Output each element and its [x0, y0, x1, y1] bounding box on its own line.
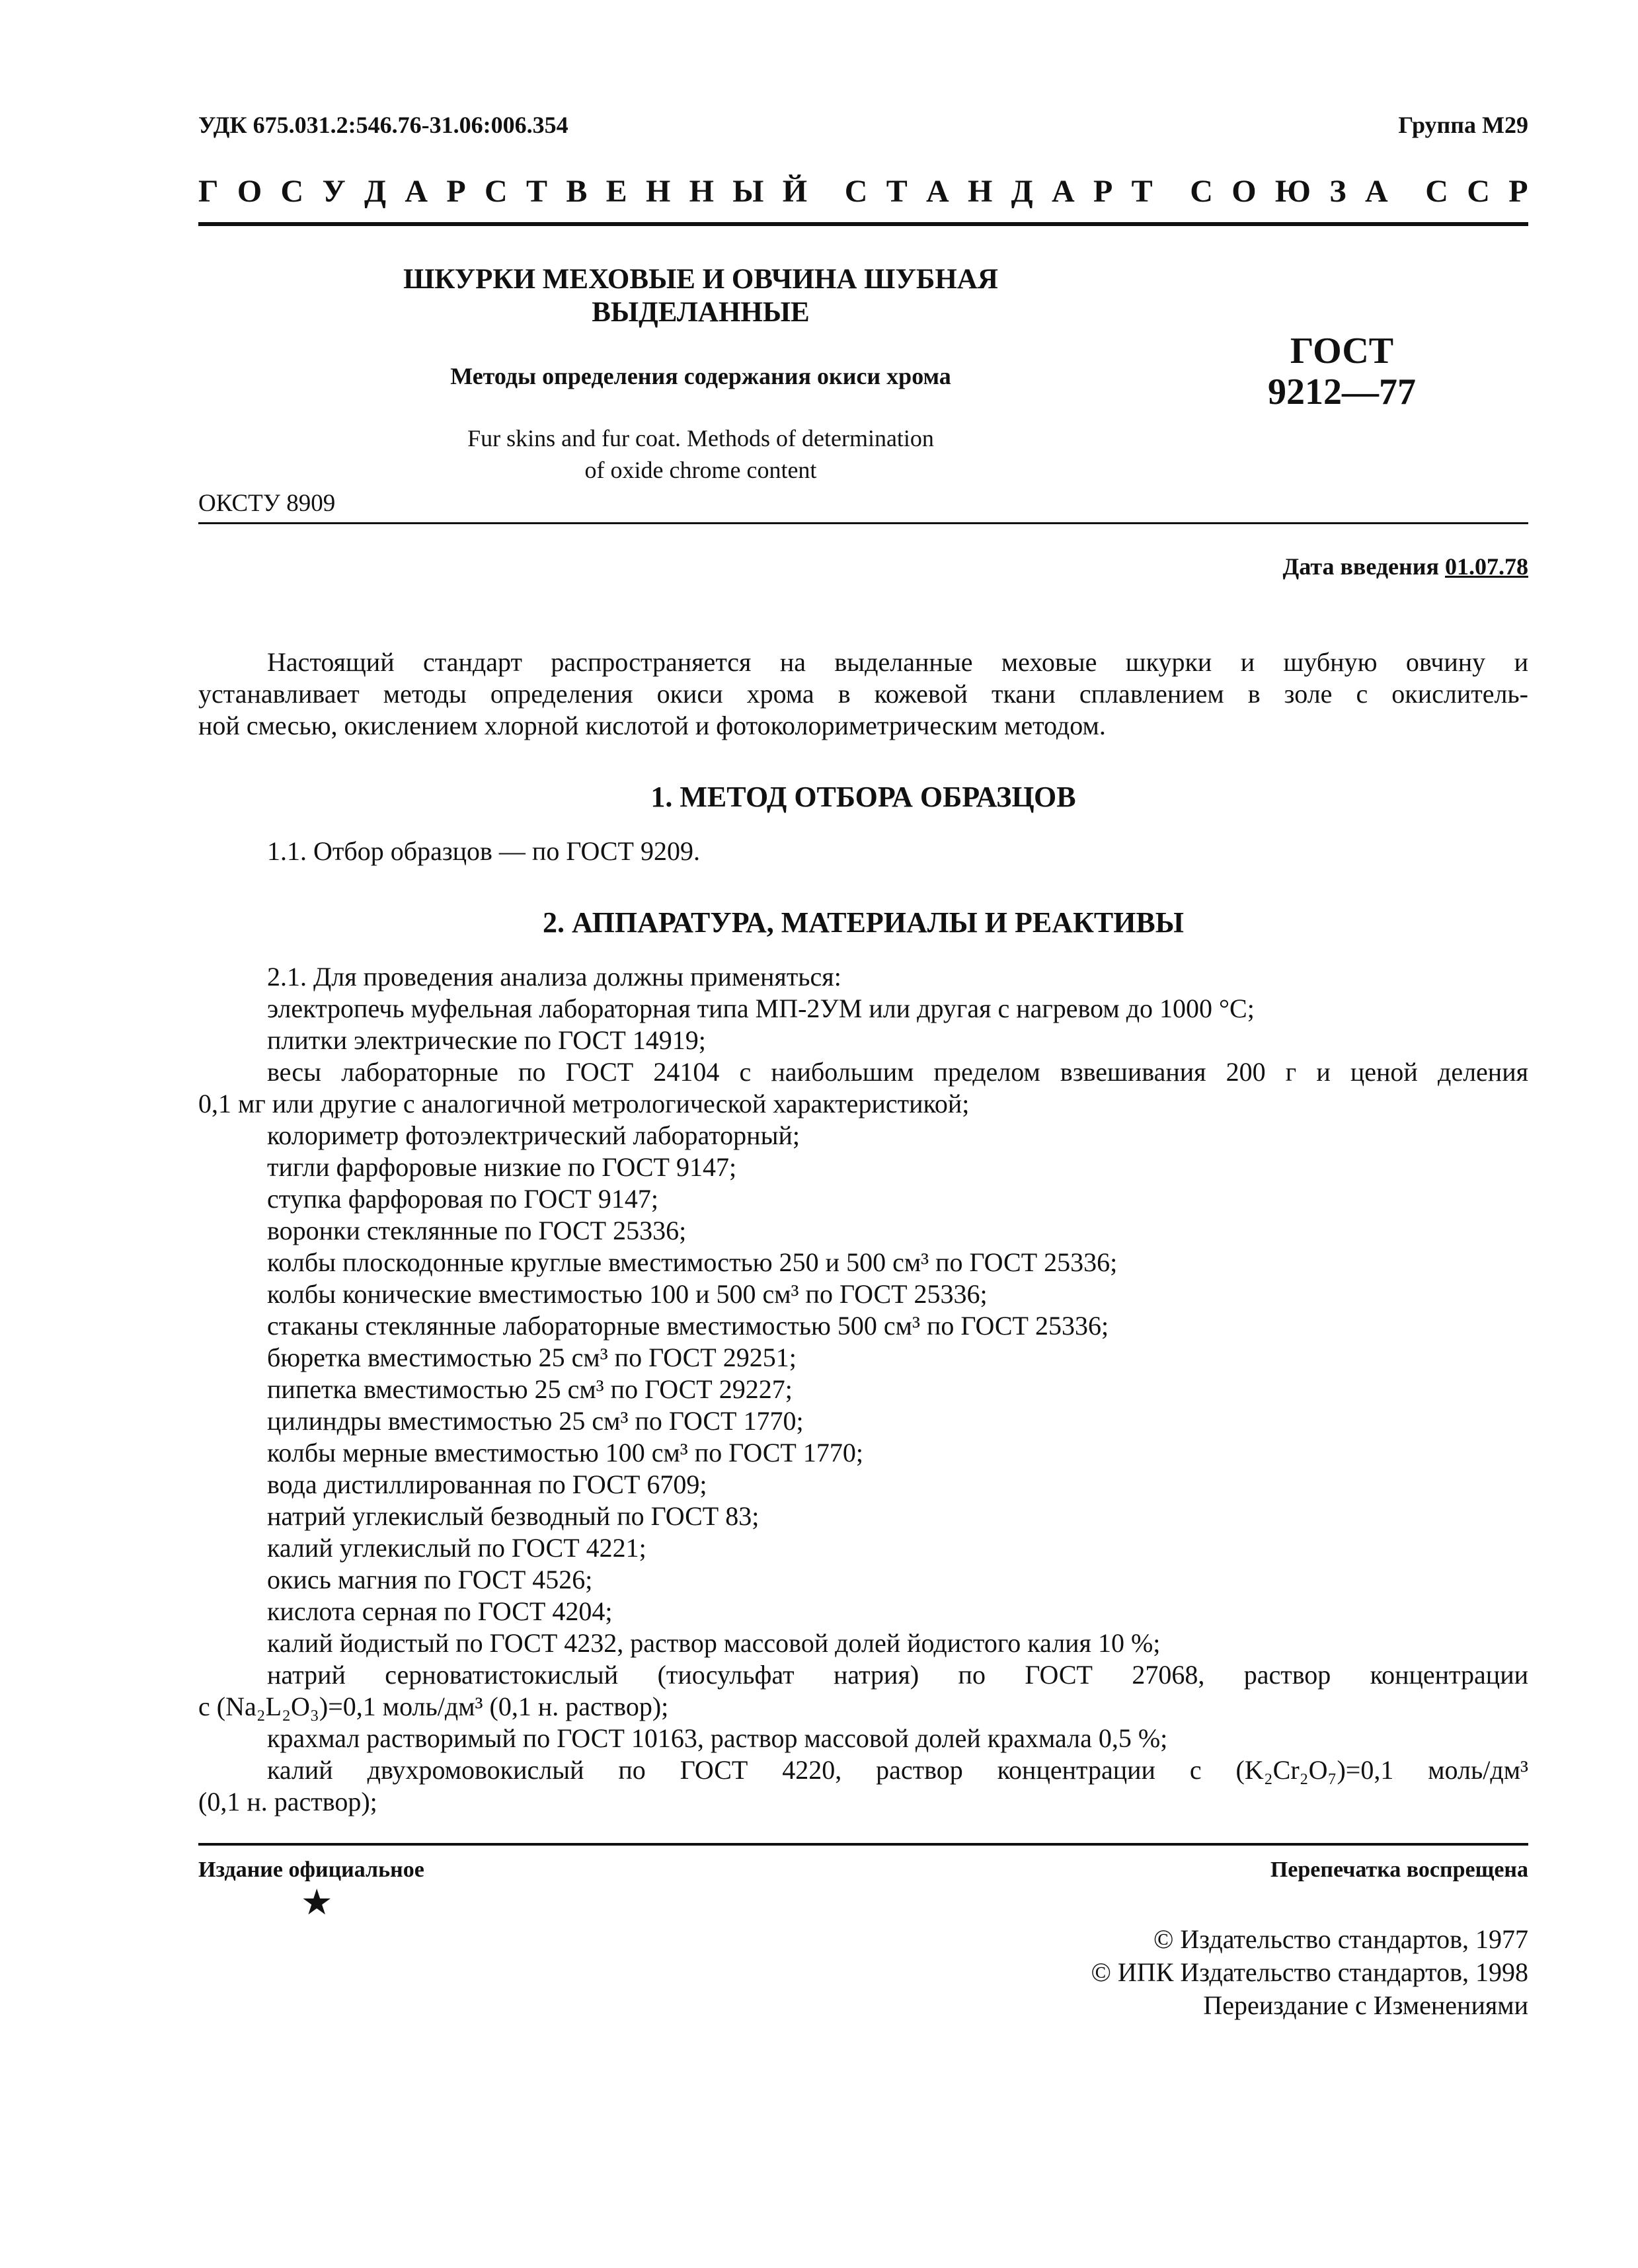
section1-heading: 1. МЕТОД ОТБОРА ОБРАЗЦОВ	[650, 781, 1076, 813]
document-title-line2: ВЫДЕЛАННЫЕ	[592, 297, 810, 328]
title-rule	[198, 522, 1528, 524]
equipment-item: калий двухромовокислый по ГОСТ 4220, раствор концентрации с (K₂Cr₂O₇)=0,1 моль/дм³	[267, 1755, 1528, 1785]
equipment-item: 0,1 мг или другие с аналогичной метрологической характеристикой;	[198, 1089, 970, 1118]
section2-heading: 2. АППАРАТУРА, МАТЕРИАЛЫ И РЕАКТИВЫ	[543, 906, 1184, 939]
banner-letter: С	[1425, 174, 1448, 209]
banner-letter: Н	[645, 174, 671, 209]
banner-letter: Р	[1508, 174, 1528, 209]
banner-letter: С	[844, 174, 868, 209]
equipment-item: электропечь муфельная лабораторная типа МП-2УМ или другая с нагревом до 1000 °С;	[267, 994, 1255, 1023]
equipment-item: колбы мерные вместимостью 100 см³ по ГОСТ 1770;	[267, 1438, 863, 1467]
banner-letter: А	[926, 174, 949, 209]
banner-letter: Д	[1011, 174, 1033, 209]
reissue-note: Переиздание с Изменениями	[1203, 1990, 1528, 2020]
banner-letter: Т	[1131, 174, 1153, 209]
equipment-item: ступка фарфоровая по ГОСТ 9147;	[267, 1184, 658, 1214]
equipment-item: колориметр фотоэлектрический лабораторный;	[267, 1120, 800, 1150]
english-title-line2: of oxide chrome content	[584, 457, 817, 483]
date-label: Дата введения	[1282, 553, 1439, 580]
equipment-item: плитки электрические по ГОСТ 14919;	[267, 1025, 706, 1055]
equipment-item: вода дистиллированная по ГОСТ 6709;	[267, 1469, 707, 1499]
banner-letter: А	[1364, 174, 1388, 209]
star-icon: ★	[301, 1883, 333, 1922]
equipment-item: натрий серноватистокислый (тиосульфат натрия) по ГОСТ 27068, раствор концентрации	[267, 1660, 1528, 1690]
banner-letter: Н	[689, 174, 714, 209]
equipment-item: тигли фарфоровые низкие по ГОСТ 9147;	[267, 1152, 737, 1182]
equipment-item: кислота серная по ГОСТ 4204;	[267, 1596, 613, 1626]
banner-letter: Т	[886, 174, 908, 209]
banner-letter: Г	[198, 174, 219, 209]
equipment-item: натрий углекислый безводный по ГОСТ 83;	[267, 1501, 760, 1531]
copyright-1998: © ИПК Издательство стандартов, 1998	[1091, 1957, 1528, 1987]
equipment-item: крахмал растворимый по ГОСТ 10163, раствор массовой долей крахмала 0,5 %;	[267, 1723, 1168, 1753]
banner-letter: А	[405, 174, 428, 209]
banner-letter: Т	[526, 174, 548, 209]
banner-letter: Н	[968, 174, 993, 209]
gost-number: 9212—77	[1268, 371, 1416, 412]
equipment-item: бюретка вместимостью 25 см³ по ГОСТ 29251;	[267, 1343, 797, 1372]
official-edition: Издание официальное	[198, 1857, 424, 1882]
banner-letter: У	[322, 174, 346, 209]
banner-letter: Д	[364, 174, 387, 209]
equipment-item: цилиндры вместимостью 25 см³ по ГОСТ 1770;	[267, 1406, 804, 1436]
document-subtitle: Методы определения содержания окиси хрома	[450, 363, 951, 389]
equipment-item: калий углекислый по ГОСТ 4221;	[267, 1533, 646, 1563]
footer-rule	[198, 1843, 1528, 1846]
banner-letter: С	[1467, 174, 1490, 209]
english-title-line1: Fur skins and fur coat. Methods of determination	[467, 425, 934, 451]
banner-letter: С	[280, 174, 304, 209]
section1-item: 1.1. Отбор образцов — по ГОСТ 9209.	[267, 836, 700, 866]
banner-letter: С	[1190, 174, 1213, 209]
date-value: 01.07.78	[1445, 553, 1528, 580]
date-of-introduction	[1283, 553, 1529, 580]
intro-line3: ной смесью, окислением хлорной кислотой и фотоколориметрическим методом.	[198, 711, 1106, 740]
banner-letter: О	[237, 174, 262, 209]
udk-code: УДК 675.031.2:546.76-31.06:006.354	[198, 112, 568, 138]
equipment-item: воронки стеклянные по ГОСТ 25336;	[267, 1216, 687, 1245]
banner-letter: С	[485, 174, 508, 209]
banner-letter: В	[566, 174, 588, 209]
banner-letter: Й	[782, 174, 808, 209]
state-standard-banner	[198, 173, 1528, 210]
equipment-item: колбы конические вместимостью 100 и 500 см³ по ГОСТ 25336;	[267, 1279, 988, 1309]
okstu-code: ОКСТУ 8909	[198, 490, 336, 517]
banner-letter: Р	[446, 174, 466, 209]
banner-letter: З	[1329, 174, 1346, 209]
gost-label: ГОСТ	[1290, 331, 1394, 371]
equipment-item: калий йодистый по ГОСТ 4232, раствор массовой долей йодистого калия 10 %;	[267, 1628, 1161, 1658]
banner-letter: Ы	[732, 174, 764, 209]
banner-letter: Р	[1093, 174, 1113, 209]
section2-intro: 2.1. Для проведения анализа должны применяться:	[267, 962, 841, 992]
banner-letter: О	[1231, 174, 1257, 209]
equipment-item: с (Na₂L₂O₃)=0,1 моль/дм³ (0,1 н. раствор);	[198, 1692, 669, 1721]
intro-line1: Настоящий стандарт распространяется на выделанные меховые шкурки и шубную овчину и	[267, 647, 1528, 677]
banner-letter: Ю	[1274, 174, 1311, 209]
header-rule	[198, 222, 1528, 226]
equipment-item: колбы плоскодонные круглые вместимостью 250 и 500 см³ по ГОСТ 25336;	[267, 1247, 1118, 1277]
banner-letter: Е	[605, 174, 627, 209]
equipment-item: стаканы стеклянные лабораторные вместимостью 500 см³ по ГОСТ 25336;	[267, 1311, 1109, 1341]
reprint-forbidden: Перепечатка воспрещена	[1270, 1857, 1528, 1882]
equipment-item: окись магния по ГОСТ 4526;	[267, 1565, 593, 1594]
copyright-1977: © Издательство стандартов, 1977	[1153, 1924, 1528, 1954]
document-title-line1: ШКУРКИ МЕХОВЫЕ И ОВЧИНА ШУБНАЯ	[403, 264, 998, 295]
group-code: Группа М29	[1398, 112, 1528, 138]
intro-line2: устанавливает методы определения окиси хрома в кожевой ткани сплавлением в золе с окислитель-	[198, 679, 1528, 709]
equipment-item: пипетка вместимостью 25 см³ по ГОСТ 29227;	[267, 1374, 793, 1404]
banner-letter: А	[1052, 174, 1075, 209]
equipment-item: весы лабораторные по ГОСТ 24104 с наибольшим пределом взвешивания 200 г и ценой деления	[267, 1057, 1528, 1087]
equipment-item: (0,1 н. раствор);	[198, 1787, 377, 1817]
